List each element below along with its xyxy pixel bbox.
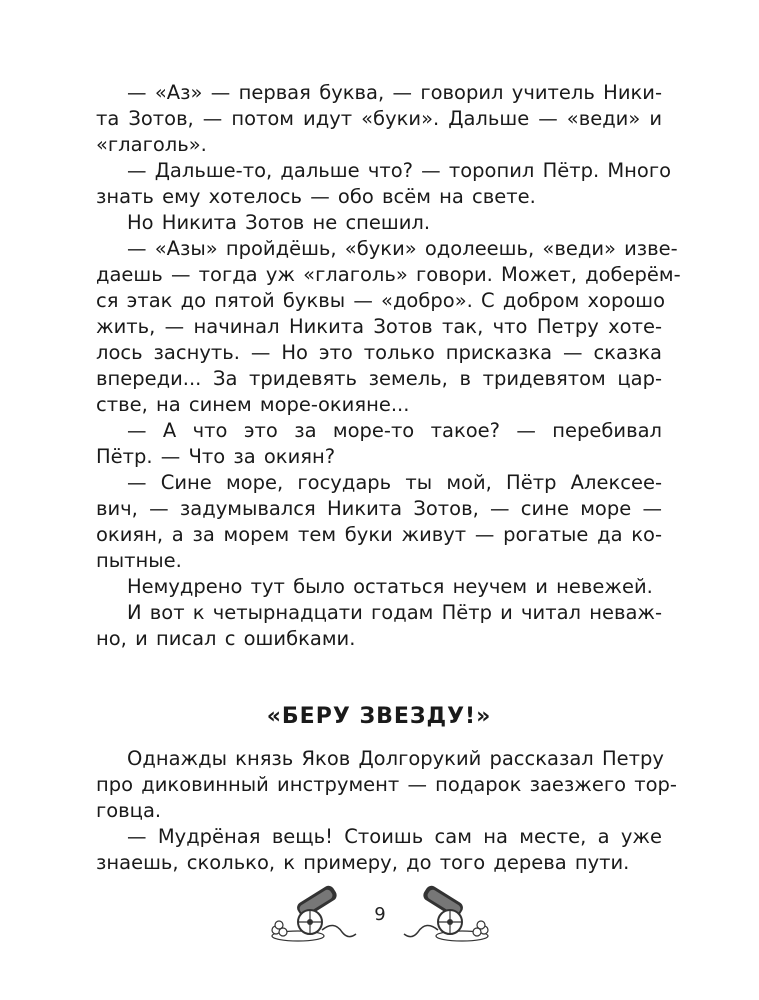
paragraph bbox=[96, 470, 662, 574]
text-line: — Мудрёная вещь! Стоишь сам на месте, а уже bbox=[127, 825, 662, 848]
page-number: 9 bbox=[374, 904, 386, 925]
paragraph bbox=[96, 600, 662, 652]
text-line: стве, на синем море-окияне... bbox=[96, 393, 410, 416]
cannon-icon bbox=[400, 880, 492, 944]
text-line: — Сине море, государь ты мой, Пётр Алексее- bbox=[127, 471, 662, 494]
text-line: жить, — начинал Никита Зотов так, что Петру хоте- bbox=[96, 315, 662, 338]
text-line: окиян, а за морем тем буки живут — рогатые да ко- bbox=[96, 523, 662, 546]
text-line: Пётр. — Что за окиян? bbox=[96, 445, 336, 468]
text-line: — А что это за море-то такое? — перебивал bbox=[127, 419, 662, 442]
text-line: — «Аз» — первая буква, — говорил учитель Ники- bbox=[127, 81, 662, 104]
paragraph bbox=[96, 574, 662, 600]
paragraph bbox=[96, 746, 677, 824]
cannon-icon bbox=[268, 880, 360, 944]
text-line: знаешь, сколько, к примеру, до того дерева пути. bbox=[96, 851, 630, 874]
text-line: — «Азы» пройдёшь, «буки» одолеешь, «веди» изве- bbox=[127, 237, 678, 260]
paragraph bbox=[96, 158, 672, 210]
section-2 bbox=[96, 746, 677, 876]
text-line: знать ему хотелось — обо всём на свете. bbox=[96, 185, 536, 208]
text-line: та Зотов, — потом идут «буки». Дальше — «веди» и bbox=[96, 107, 662, 130]
paragraph bbox=[96, 80, 662, 158]
text-line: но, и писал с ошибками. bbox=[96, 627, 356, 650]
paragraph bbox=[96, 210, 662, 236]
chapter-heading: «БЕРУ ЗВЕЗДУ!» bbox=[266, 704, 492, 729]
text-line: впереди... За тридевять земель, в тридевятом цар- bbox=[96, 367, 662, 390]
text-line: Однажды князь Яков Долгорукий рассказал Петру bbox=[127, 747, 664, 770]
text-line: говца. bbox=[96, 799, 162, 822]
text-line: Но Никита Зотов не спешил. bbox=[127, 211, 431, 234]
text-line: ся этак до пятой буквы — «добро». С добром хорошо bbox=[96, 289, 666, 312]
text-line: «глаголь». bbox=[96, 133, 207, 156]
text-line: даешь — тогда уж «глаголь» говори. Может, доберём- bbox=[96, 263, 681, 286]
text-line: вич, — задумывался Никита Зотов, — сине море — bbox=[96, 497, 662, 520]
text-line: лось заснуть. — Но это только присказка — сказка bbox=[96, 341, 662, 364]
text-line: пытные. bbox=[96, 549, 182, 572]
paragraph bbox=[96, 418, 662, 470]
page-footer bbox=[268, 880, 492, 944]
paragraph bbox=[96, 236, 681, 418]
text-line: И вот к четырнадцати годам Пётр и читал неваж- bbox=[127, 601, 662, 624]
text-line: про диковинный инструмент — подарок заезжего тор- bbox=[96, 773, 677, 796]
text-line: — Дальше-то, дальше что? — торопил Пётр. Много bbox=[127, 159, 672, 182]
section-1 bbox=[96, 80, 681, 652]
paragraph bbox=[96, 824, 662, 876]
text-line: Немудрено тут было остаться неучем и невежей. bbox=[127, 575, 653, 598]
